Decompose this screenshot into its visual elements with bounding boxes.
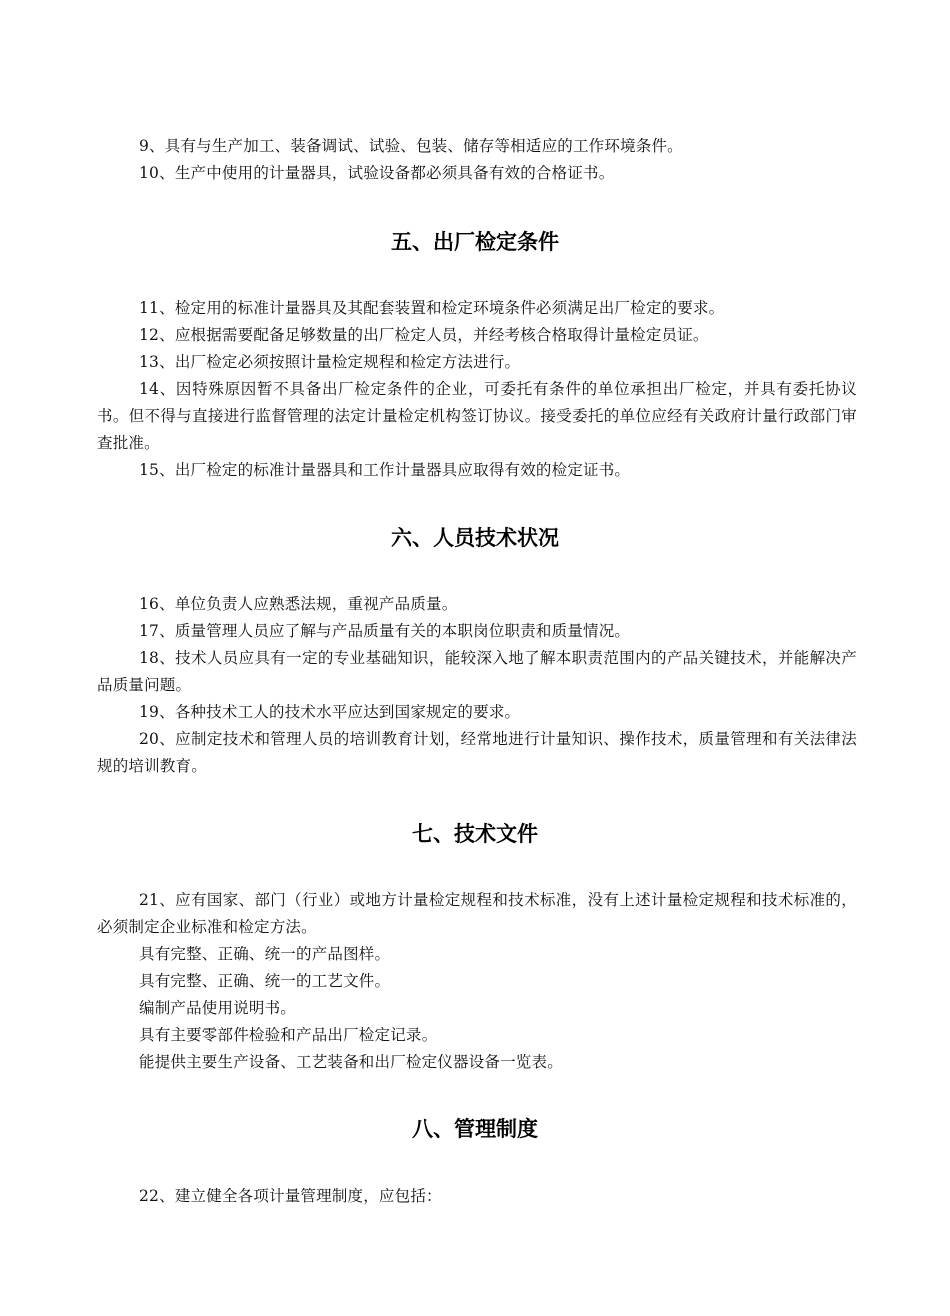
section-heading-6: 六、人员技术状况	[391, 526, 559, 550]
paragraph-22: 22、建立健全各项计量管理制度，应包括：	[139, 1187, 442, 1205]
paragraph-19: 19、各种技术工人的技术水平应达到国家规定的要求。	[139, 703, 521, 721]
paragraph-13: 13、出厂检定必须按照计量检定规程和检定方法进行。	[139, 353, 521, 371]
paragraph-11: 11、检定用的标准计量器具及其配套装置和检定环境条件必须满足出厂检定的要求。	[139, 299, 725, 317]
paragraph-10: 10、生产中使用的计量器具，试验设备都必须具备有效的合格证书。	[139, 164, 615, 182]
paragraph-21-drawings: 具有完整、正确、统一的产品图样。	[139, 945, 391, 963]
section-heading-7: 七、技术文件	[412, 822, 538, 846]
paragraph-16: 16、单位负责人应熟悉法规，重视产品质量。	[139, 595, 458, 613]
section-heading-8: 八、管理制度	[412, 1117, 538, 1141]
paragraph-9: 9、具有与生产加工、装备调试、试验、包装、储存等相适应的工作环境条件。	[139, 137, 683, 155]
paragraph-21: 21、应有国家、部门（行业）或地方计量检定规程和技术标准，没有上述计量检定规程和技术标准的，必须制定企业标准和检定方法。	[97, 891, 857, 936]
paragraph-15: 15、出厂检定的标准计量器具和工作计量器具应取得有效的检定证书。	[139, 461, 631, 479]
paragraph-17: 17、质量管理人员应了解与产品质量有关的本职岗位职责和质量情况。	[139, 622, 631, 640]
paragraph-14: 14、因特殊原因暂不具备出厂检定条件的企业，可委托有条件的单位承担出厂检定，并具有委托协议书。但不得与直接进行监督管理的法定计量检定机构签订协议。接受委托的单位应经有关政府计量行政部门审查批准。	[97, 380, 857, 452]
paragraph-21-equipment-list: 能提供主要生产设备、工艺装备和出厂检定仪器设备一览表。	[139, 1053, 563, 1071]
paragraph-20: 20、应制定技术和管理人员的培训教育计划，经常地进行计量知识、操作技术，质量管理和有关法律法规的培训教育。	[97, 730, 857, 775]
paragraph-21-records: 具有主要零部件检验和产品出厂检定记录。	[139, 1026, 438, 1044]
paragraph-18: 18、技术人员应具有一定的专业基础知识，能较深入地了解本职责范围内的产品关键技术，并能解决产品质量问题。	[97, 649, 857, 694]
paragraph-12: 12、应根据需要配备足够数量的出厂检定人员，并经考核合格取得计量检定员证。	[139, 326, 709, 344]
paragraph-21-manual: 编制产品使用说明书。	[139, 999, 297, 1017]
section-heading-5: 五、出厂检定条件	[391, 230, 559, 254]
paragraph-21-process-docs: 具有完整、正确、统一的工艺文件。	[139, 972, 391, 990]
